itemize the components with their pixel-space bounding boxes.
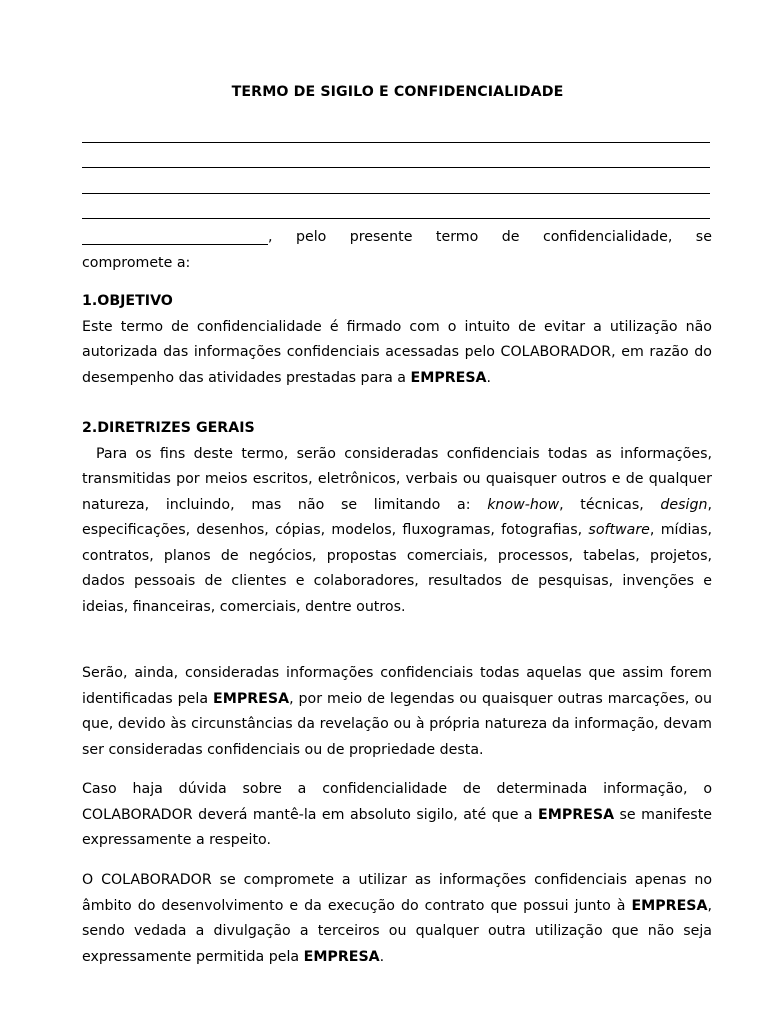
intro-word: , [268, 229, 273, 245]
body-text: Para os fins deste termo, serão consideradas confidenciais todas as informações, transmitidas por meios escritos, eletrônicos, verbais ou quaisquer outros e de qualquer natureza, incluindo, mas não se limitando a: [82, 445, 712, 513]
blank-line [82, 142, 710, 143]
intro-paragraph [82, 225, 712, 276]
body-text: Serão, ainda, consideradas informações confidenciais todas aquelas que assim forem identificadas pela [82, 665, 712, 707]
intro-word: confidencialidade, [542, 229, 673, 245]
paragraph-3 [82, 777, 712, 854]
section-objetivo [82, 289, 712, 391]
blank-line [82, 167, 710, 168]
intro-word: pelo [295, 229, 327, 245]
company-bold: EMPRESA [538, 806, 615, 823]
italic-term: design [660, 496, 708, 513]
body-text: , sendo vedada a divulgação a terceiros ou qualquer outra utilização que não seja expressamente permitida pela [82, 897, 712, 965]
paragraph-1 [82, 442, 712, 621]
section-heading: 1.OBJETIVO [82, 293, 173, 309]
paragraph-4 [82, 868, 712, 970]
body-text: Caso haja dúvida sobre a confidencialidade de determinada informação, o COLABORADOR deverá mantê-la em absoluto sigilo, até que a [82, 781, 712, 823]
intro-first-line [82, 225, 712, 251]
italic-term: know-how [487, 496, 560, 513]
intro-word: termo [435, 229, 479, 245]
company-bold: EMPRESA [631, 897, 708, 914]
company-bold: EMPRESA [303, 948, 380, 965]
body-text: Este termo de confidencialidade é firmado com o intuito de evitar a utilização não autorizada das informações confidenciais acessadas pelo COLABORADOR, em razão do desempenho das atividades prestadas para a [82, 318, 712, 386]
section-heading: 2.DIRETRIZES GERAIS [82, 420, 255, 436]
intro-word: presente [349, 229, 413, 245]
intro-word: de [501, 229, 520, 245]
intro-blank-with-comma [82, 225, 273, 251]
blank-line [82, 193, 710, 194]
italic-term: software [588, 522, 650, 538]
intro-second-line: compromete a: [82, 254, 191, 271]
body-text: se manifeste expressamente a respeito. [82, 806, 712, 848]
paragraph-2 [82, 661, 712, 763]
blank-line [82, 218, 710, 219]
body-text: O COLABORADOR se compromete a utilizar as informações confidenciais apenas no âmbito do desenvolvimento e da execução do contrato que possui junto à [82, 872, 712, 914]
body-text: , mídias, contratos, planos de negócios, propostas comerciais, processos, tabelas, projetos, dados pessoais de clientes e colaboradores, resultados de pesquisas, invenções e ideias, financeiras, comerciais, dentre outros. [82, 522, 712, 615]
intro-word: se [695, 229, 712, 245]
company-bold: EMPRESA [213, 690, 290, 707]
company-bold: EMPRESA [410, 369, 487, 386]
body-text: , por meio de legendas ou quaisquer outras marcações, ou que, devido às circunstâncias da revelação ou à própria natureza da informação, devam ser consideradas confidenciais ou de propriedade desta. [82, 690, 713, 758]
body-text: . [379, 948, 385, 965]
document-title: TERMO DE SIGILO E CONFIDENCIALIDADE [231, 84, 564, 100]
body-text: . [486, 369, 492, 386]
body-text: , técnicas, [559, 496, 661, 513]
short-blank-line [82, 244, 268, 245]
section-body [82, 315, 712, 392]
body-text: , especificações, desenhos, cópias, modelos, fluxogramas, fotografias, [82, 496, 713, 538]
section-diretrizes [82, 416, 712, 620]
